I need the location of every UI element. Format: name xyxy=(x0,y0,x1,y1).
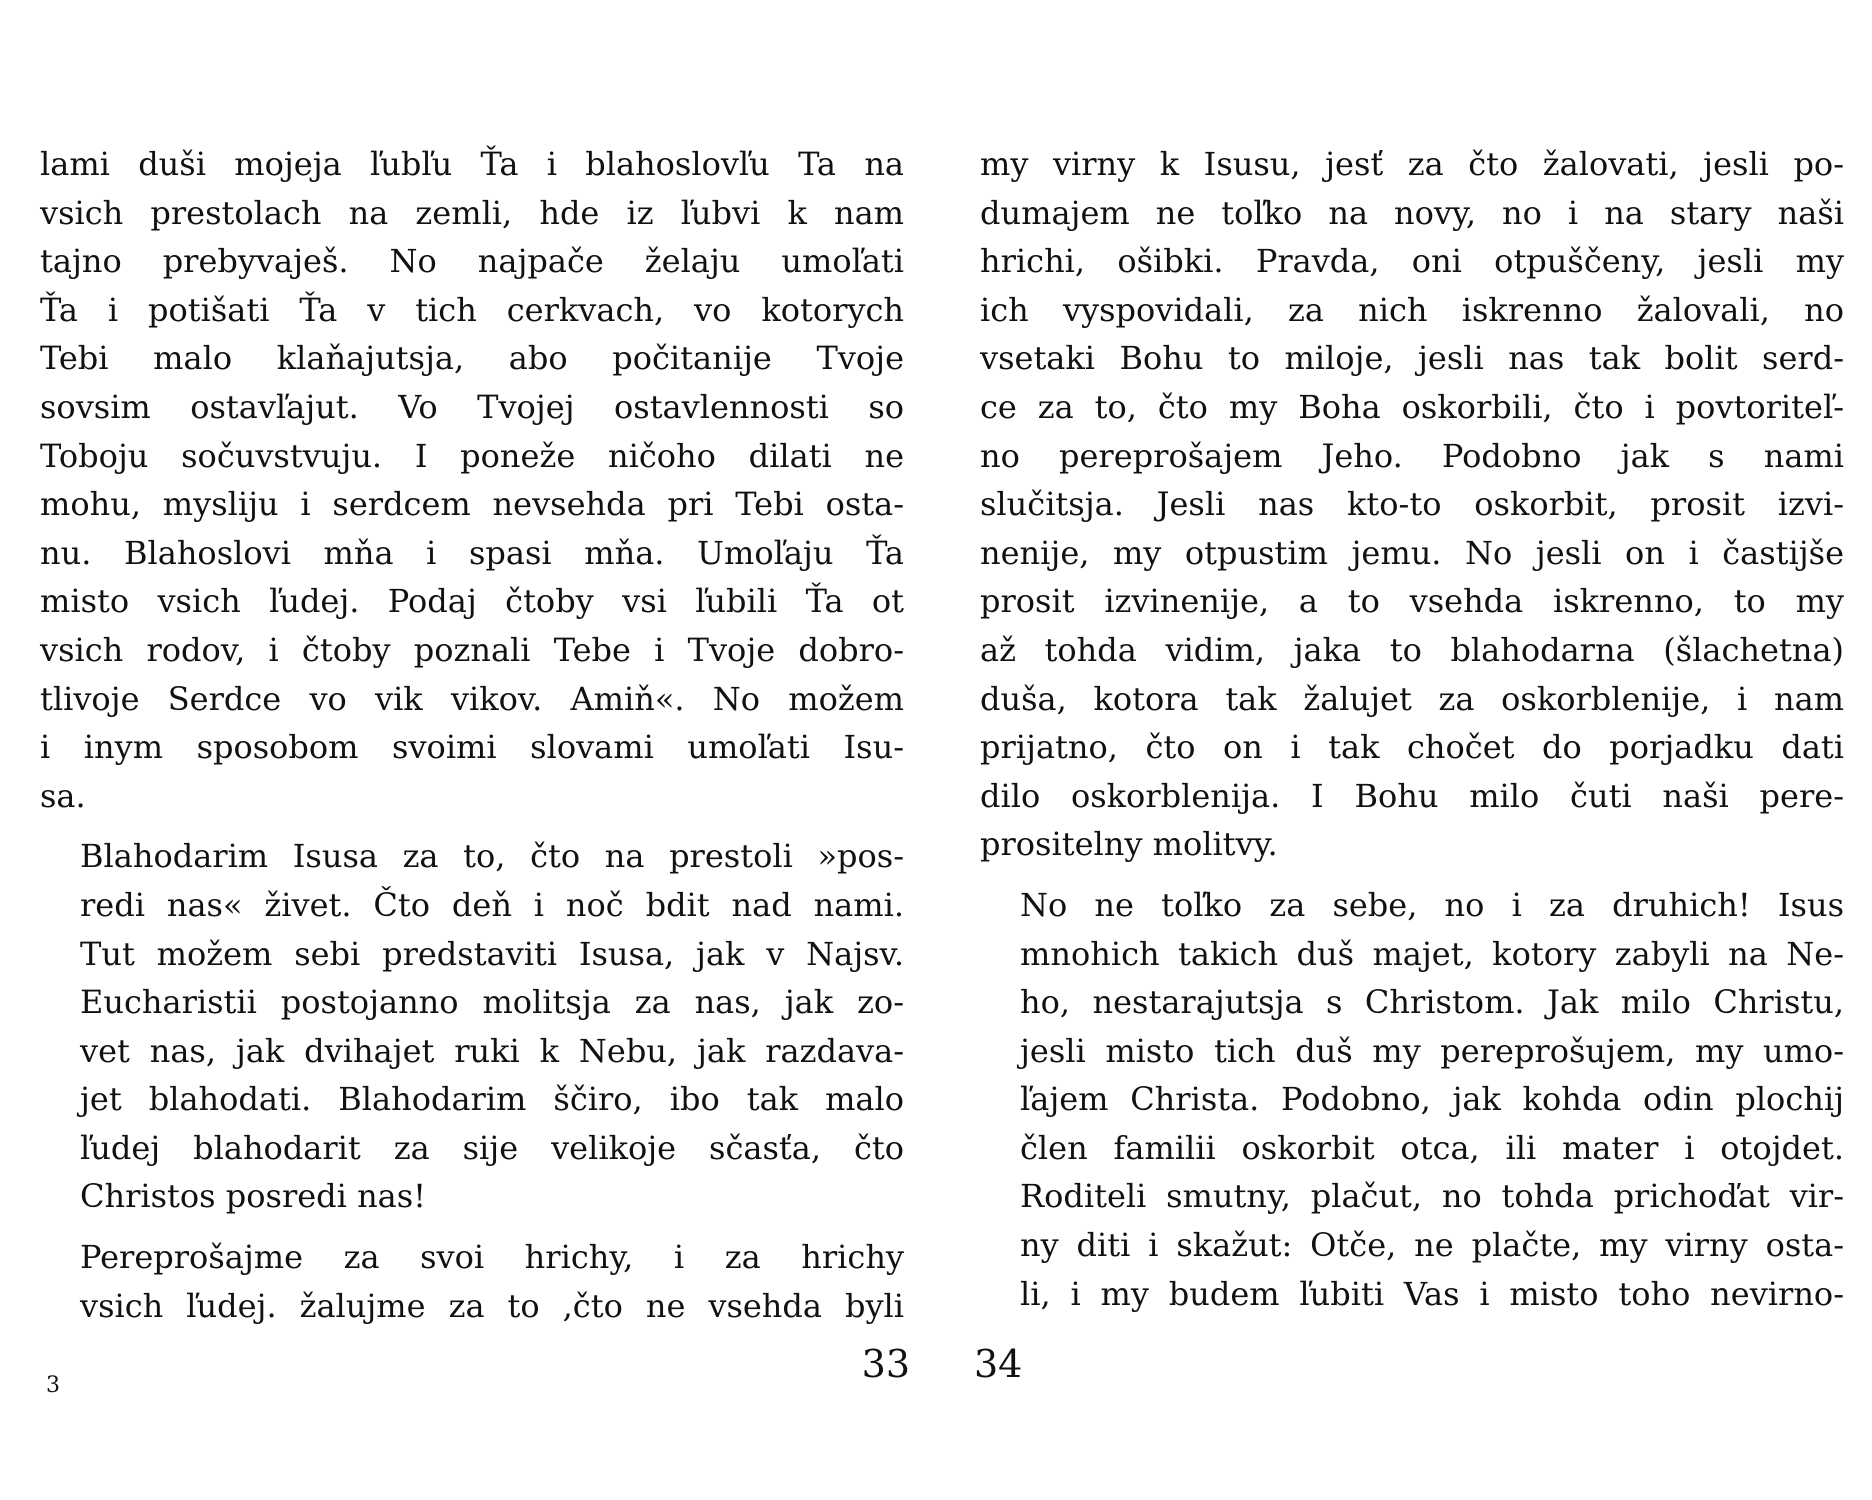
text-line: No ne toľko za sebe, no i za druhich! Isus xyxy=(1020,885,1844,924)
text-line: i inym sposobom svoimi slovami umoľati Isu- xyxy=(40,728,904,767)
text-line: duša, kotora tak žalujet za oskorblenije, i nam xyxy=(980,679,1844,718)
text-line: ny diti i skažut: Otče, ne plačte, my virny osta- xyxy=(1020,1226,1844,1265)
text-line: vsich prestolach na zemli, hde iz ľubvi k nam xyxy=(40,193,904,232)
text-line: mnohich takich duš majet, kotory zabyli na Ne- xyxy=(1020,934,1844,973)
paragraph xyxy=(40,832,904,1221)
text-line: misto vsich ľudej. Podaj čtoby vsi ľubili Ťa ot xyxy=(40,582,904,621)
text-line: Ťa i potišati Ťa v tich cerkvach, vo kotorych xyxy=(40,290,904,329)
text-line: Pereprošajme za svoi hrichy, i za hrichy xyxy=(80,1238,904,1277)
text-line: vsetaki Bohu to miloje, jesli nas tak bolit serd- xyxy=(980,339,1844,378)
text-line: dilo oskorblenija. I Bohu milo čuti naši pere- xyxy=(980,776,1844,815)
left-page xyxy=(40,0,910,1500)
page-number: 34 xyxy=(974,1342,1023,1386)
text-line: prijatno, čto on i tak chočet do porjadku dati xyxy=(980,728,1844,767)
text-line: lami duši mojeja ľubľu Ťa i blahoslovľu Ta na xyxy=(40,145,904,183)
text-line: tlivoje Serdce vo vik vikov. Amiň«. No možem xyxy=(40,679,904,718)
paragraph xyxy=(40,1233,904,1330)
text-line: slučitsja. Jesli nas kto-to oskorbit, prosit izvi- xyxy=(980,485,1844,524)
text-line: dumajem ne toľko na novy, no i na stary naši xyxy=(980,193,1844,232)
text-line: Roditeli smutny, plačut, no tohda prichoďat vir- xyxy=(1020,1177,1844,1216)
text-line: mohu, mysliju i serdcem nevsehda pri Tebi osta- xyxy=(40,485,904,524)
signature-mark: 3 xyxy=(46,1373,60,1398)
text-line: my virny k Isusu, jesť za čto žalovati, jesli po- xyxy=(980,145,1844,183)
page-number: 33 xyxy=(861,1342,910,1386)
text-line: prositelny molitvy. xyxy=(980,825,1278,864)
text-line: Blahodarim Isusa za to, čto na prestoli »pos- xyxy=(80,837,904,876)
text-line: Tut možem sebi predstaviti Isusa, jak v Najsv. xyxy=(80,934,904,973)
text-line: hrichi, ošibki. Pravda, oni otpuščeny, jesli my xyxy=(980,242,1844,281)
text-line: ce za to, čto my Boha oskorbili, čto i povtoriteľ- xyxy=(980,387,1844,426)
text-line: jet blahodati. Blahodarim ščiro, ibo tak malo xyxy=(80,1080,904,1119)
text-line: vsich rodov, i čtoby poznali Tebe i Tvoje dobro- xyxy=(40,630,904,669)
text-line: tajno prebyvaješ. No najpače želaju umoľati xyxy=(40,242,904,281)
text-line: redi nas« živet. Čto deň i noč bdit nad nami. xyxy=(80,885,904,924)
text-line: nenije, my otpustim jemu. No jesli on i častijše xyxy=(980,533,1844,572)
text-line: ľudej blahodarit za sije velikoje sčasťa, čto xyxy=(80,1128,904,1167)
right-page-text xyxy=(980,140,1844,1318)
text-line: vsich ľudej. žalujme za to ,čto ne vsehda byli xyxy=(80,1286,904,1325)
text-line: li, i my budem ľubiti Vas i misto toho nevirno- xyxy=(1020,1274,1844,1313)
text-line: až tohda vidim, jaka to blahodarna (šlachetna) xyxy=(980,630,1844,669)
text-line: no pereprošajem Jeho. Podobno jak s nami xyxy=(980,436,1844,475)
text-line: Eucharistii postojanno molitsja za nas, jak zo- xyxy=(80,983,904,1022)
right-page xyxy=(974,0,1844,1500)
text-line: Christos posredi nas! xyxy=(80,1177,427,1216)
text-line: člen familii oskorbit otca, ili mater i otojdet. xyxy=(1020,1128,1844,1167)
text-line: nu. Blahoslovi mňa i spasi mňa. Umoľaju Ťa xyxy=(40,533,904,572)
paragraph xyxy=(980,140,1844,869)
text-line: ich vyspovidali, za nich iskrenno žalovali, no xyxy=(980,290,1844,329)
text-line: Tebi malo klaňajutsja, abo počitanije Tvoje xyxy=(40,339,904,378)
left-page-text xyxy=(40,140,904,1330)
paragraph xyxy=(40,140,904,820)
text-line: prosit izvinenije, a to vsehda iskrenno, to my xyxy=(980,582,1844,621)
text-line: jesli misto tich duš my pereprošujem, my umo- xyxy=(1020,1031,1844,1070)
text-line: sovsim ostavľajut. Vo Tvojej ostavlennosti so xyxy=(40,387,904,426)
text-line: Toboju sočuvstvuju. I poneže ničoho dilati ne xyxy=(40,436,904,475)
text-line: ľajem Christa. Podobno, jak kohda odin plochij xyxy=(1020,1080,1844,1119)
text-line: sa. xyxy=(40,776,86,815)
paragraph xyxy=(980,881,1844,1318)
text-line: ho, nestarajutsja s Christom. Jak milo Christu, xyxy=(1020,983,1844,1022)
text-line: vet nas, jak dvihajet ruki k Nebu, jak razdava- xyxy=(80,1031,904,1070)
